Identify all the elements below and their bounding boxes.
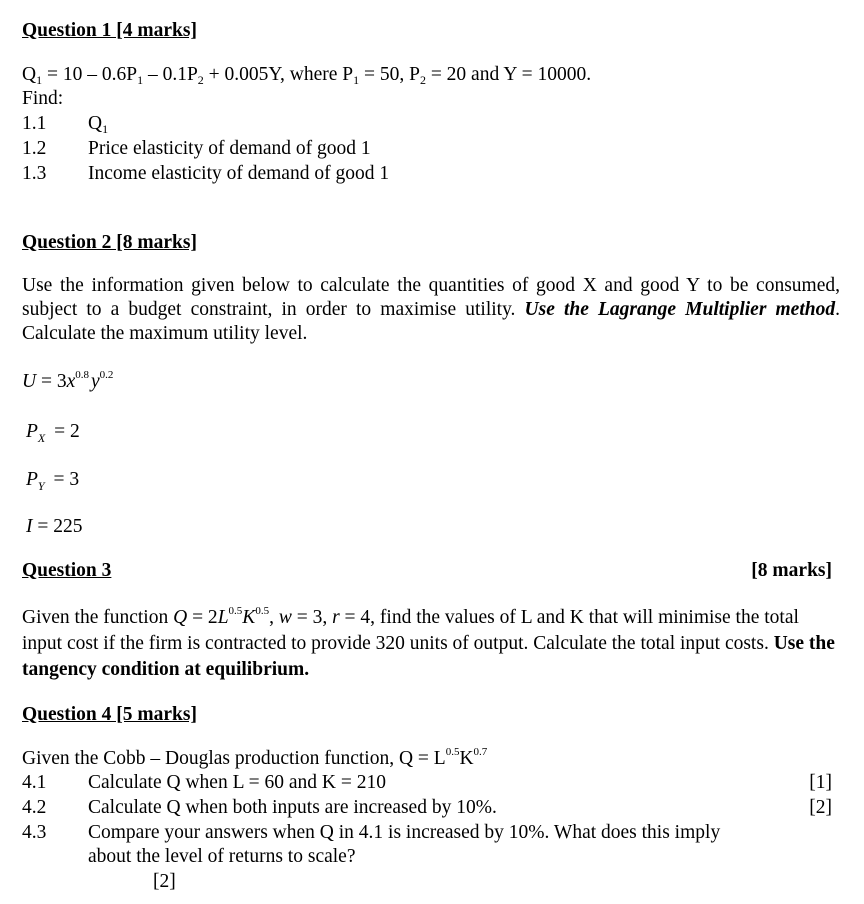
q4-item: [0, 771, 864, 795]
q2-price-y: $P_Y = 3$: [26, 469, 80, 493]
q1-item-number: 1.1: [22, 113, 47, 134]
q4-item-number: 4.3: [22, 822, 47, 843]
q1-item-number: 1.3: [22, 163, 47, 184]
q4-heading: Question 4 [5 marks]: [22, 704, 197, 725]
q4-item-text-continued: about the level of returns to scale?: [88, 846, 356, 867]
q1-item: [0, 137, 864, 161]
q3-marks: [8 marks]: [751, 560, 832, 581]
q4-item-marks: [1]: [809, 772, 832, 793]
q1-item-text: $Q_1$: [88, 113, 109, 136]
q4-item-number: 4.1: [22, 772, 47, 793]
q3-paragraph: Given the function $Q = 2L^{0.5}K^{0.5}$, w = 3, r = 4, find the values of L and K that will minimise the total input cost if the firm is contracted to provide 320 units of output. Calculate the total input costs. Use the tangency condition at equilibrium.: [22, 605, 835, 680]
q4-item-text: Calculate Q when L = 60 and K = 210: [88, 772, 386, 793]
q3-heading: Question 3: [22, 560, 112, 581]
q2-utility-function: $U = 3x^{0.8}$ $y^{0.2}$: [22, 369, 114, 392]
q1-item: [0, 112, 864, 136]
q2-method-emphasis: Use the Lagrange Multiplier method: [524, 299, 836, 320]
q1-find-label: Find:: [22, 88, 64, 109]
q4-item-marks: [2]: [153, 871, 176, 892]
q1-item: [0, 162, 864, 186]
q3-method-emphasis: Use the tangency condition at equilibrium.: [22, 633, 835, 680]
q2-paragraph: Use the information given below to calculate the quantities of good X and good Y to be consumed, subject to a budget constraint, in order to maximise utility. Use the Lagrange Multiplier method. Calculate the maximum utility level.: [22, 275, 840, 344]
q4-item-text: Compare your answers when Q in 4.1 is increased by 10%. What does this imply: [88, 822, 721, 843]
q1-demand-equation: $Q_1 = 10 - 0.6P_1 - 0.1P_2 + 0.005Y$, where $P_1 = 50$, $P_2 = 20$ and Y = 10000.: [22, 64, 592, 87]
q4-intro: Given the Cobb – Douglas production function, $Q = L^{0.5}K^{0.7}$: [22, 746, 488, 769]
q4-item: [0, 796, 864, 820]
q3-production-function: $Q = 2L^{0.5}K^{0.5}$, w = 3, r = 4,: [173, 605, 376, 628]
q2-price-x: $P_X = 2$: [26, 421, 80, 445]
q1-heading: Question 1 [4 marks]: [22, 20, 197, 41]
q1-item-text: Income elasticity of demand of good 1: [88, 163, 390, 184]
q4-item: [0, 821, 864, 845]
q4-item-number: 4.2: [22, 797, 47, 818]
q2-heading: Question 2 [8 marks]: [22, 232, 197, 253]
q4-item-text: Calculate Q when both inputs are increased by 10%.: [88, 797, 497, 818]
q2-income: I = 225: [26, 516, 83, 537]
q4-item-marks: [2]: [809, 797, 832, 818]
q1-item-text: Price elasticity of demand of good 1: [88, 138, 371, 159]
q1-item-number: 1.2: [22, 138, 47, 159]
